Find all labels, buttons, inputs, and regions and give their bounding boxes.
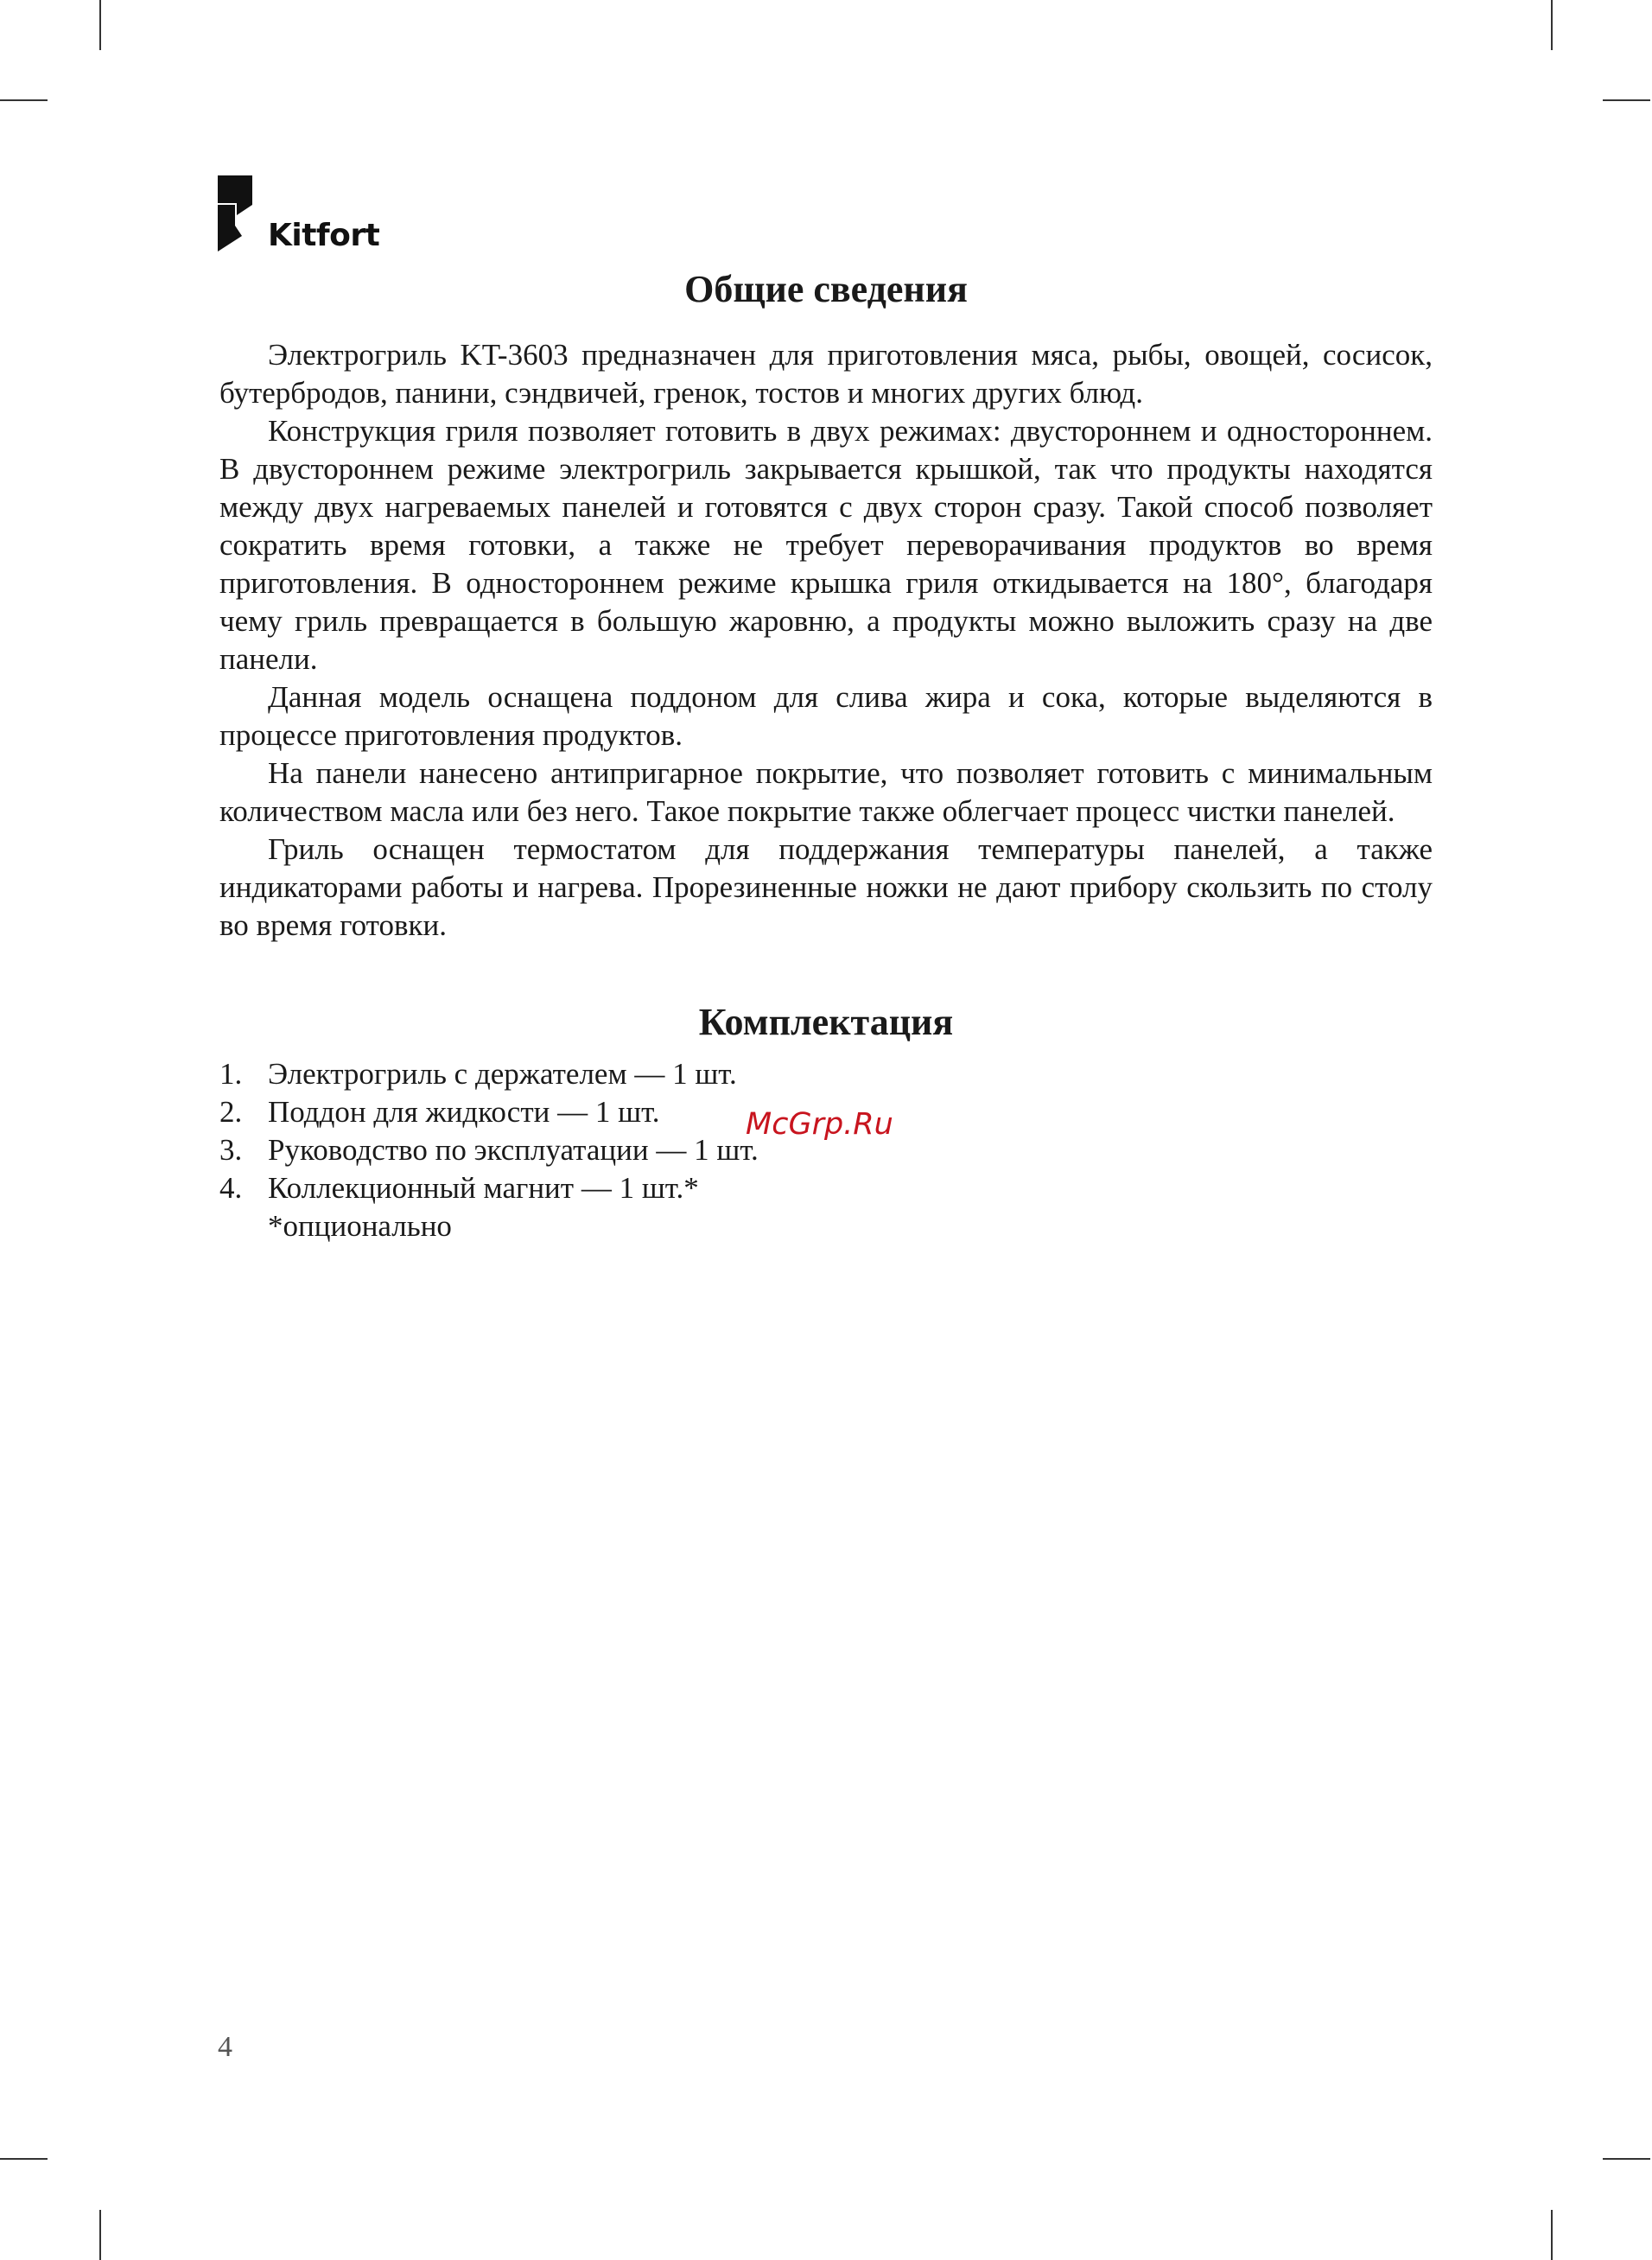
crop-mark-top-left-vertical <box>99 0 101 50</box>
footnote: *опционально <box>268 1209 452 1243</box>
paragraph: Конструкция гриля позволяет готовить в двух режимах: двустороннем и одностороннем. В двустороннем режиме электрогриль закрывается крышкой, так что продукты находятся между двух нагреваемых панелей и готовятся с двух сторон сразу. Такой способ позволяет сократить время готовки, а также не требует переворачивания продуктов во время приготовления. В одностороннем режиме крышка гриля откидывается на 180°, благодаря чему гриль превращается в большую жаровню, а продукты можно выложить сразу на две панели. <box>219 414 1433 676</box>
watermark: McGrp.Ru <box>746 1107 893 1142</box>
list-item-text: Поддон для жидкости — 1 шт. <box>268 1095 660 1129</box>
crop-mark-bottom-left-vertical <box>99 2210 101 2260</box>
list-item-text: Коллекционный магнит — 1 шт.* <box>268 1171 699 1205</box>
page-content <box>219 264 1433 1245</box>
crop-mark-bottom-left-horizontal <box>0 2158 48 2160</box>
list-item-number: 2. <box>219 1095 243 1129</box>
list-item <box>219 1055 1433 1093</box>
crop-mark-bottom-right-horizontal <box>1603 2158 1650 2160</box>
section-title-kit: Комплектация <box>698 1001 954 1043</box>
crop-mark-bottom-right-vertical <box>1551 2210 1553 2260</box>
general-info-text <box>219 336 1433 945</box>
paragraph: Данная модель оснащена поддоном для слива жира и сока, которые выделяются в процессе приготовления продуктов. <box>219 680 1433 752</box>
list-item-number: 1. <box>219 1057 243 1091</box>
paragraph: Электрогриль KT-3603 предназначен для приготовления мяса, рыбы, овощей, сосисок, бутербродов, панини, сэндвичей, гренок, тостов и многих других блюд. <box>219 338 1433 410</box>
crop-mark-top-right-horizontal <box>1603 99 1650 101</box>
crop-mark-top-right-vertical <box>1551 0 1553 50</box>
list-item-number: 4. <box>219 1171 243 1205</box>
kitfort-logo-text: Kitfort <box>268 218 380 253</box>
kitfort-logo <box>218 175 382 258</box>
crop-mark-top-left-horizontal <box>0 99 48 101</box>
paragraph: Гриль оснащен термостатом для поддержания температуры панелей, а также индикаторами работы и нагрева. Прорезиненные ножки не дают прибору скользить по столу во время готовки. <box>219 832 1433 942</box>
list-item <box>219 1169 1433 1207</box>
list-item-text: Электрогриль с держателем — 1 шт. <box>268 1057 737 1091</box>
list-item-text: Руководство по эксплуатации — 1 шт. <box>268 1133 759 1167</box>
list-item-number: 3. <box>219 1133 243 1167</box>
kitfort-logo-mark-icon <box>218 175 270 255</box>
paragraph: На панели нанесено антипригарное покрытие, что позволяет готовить с минимальным количеством масла или без него. Такое покрытие также облегчает процесс чистки панелей. <box>219 756 1433 828</box>
section-title-general: Общие сведения <box>684 268 968 310</box>
page-number: 4 <box>218 2031 232 2063</box>
